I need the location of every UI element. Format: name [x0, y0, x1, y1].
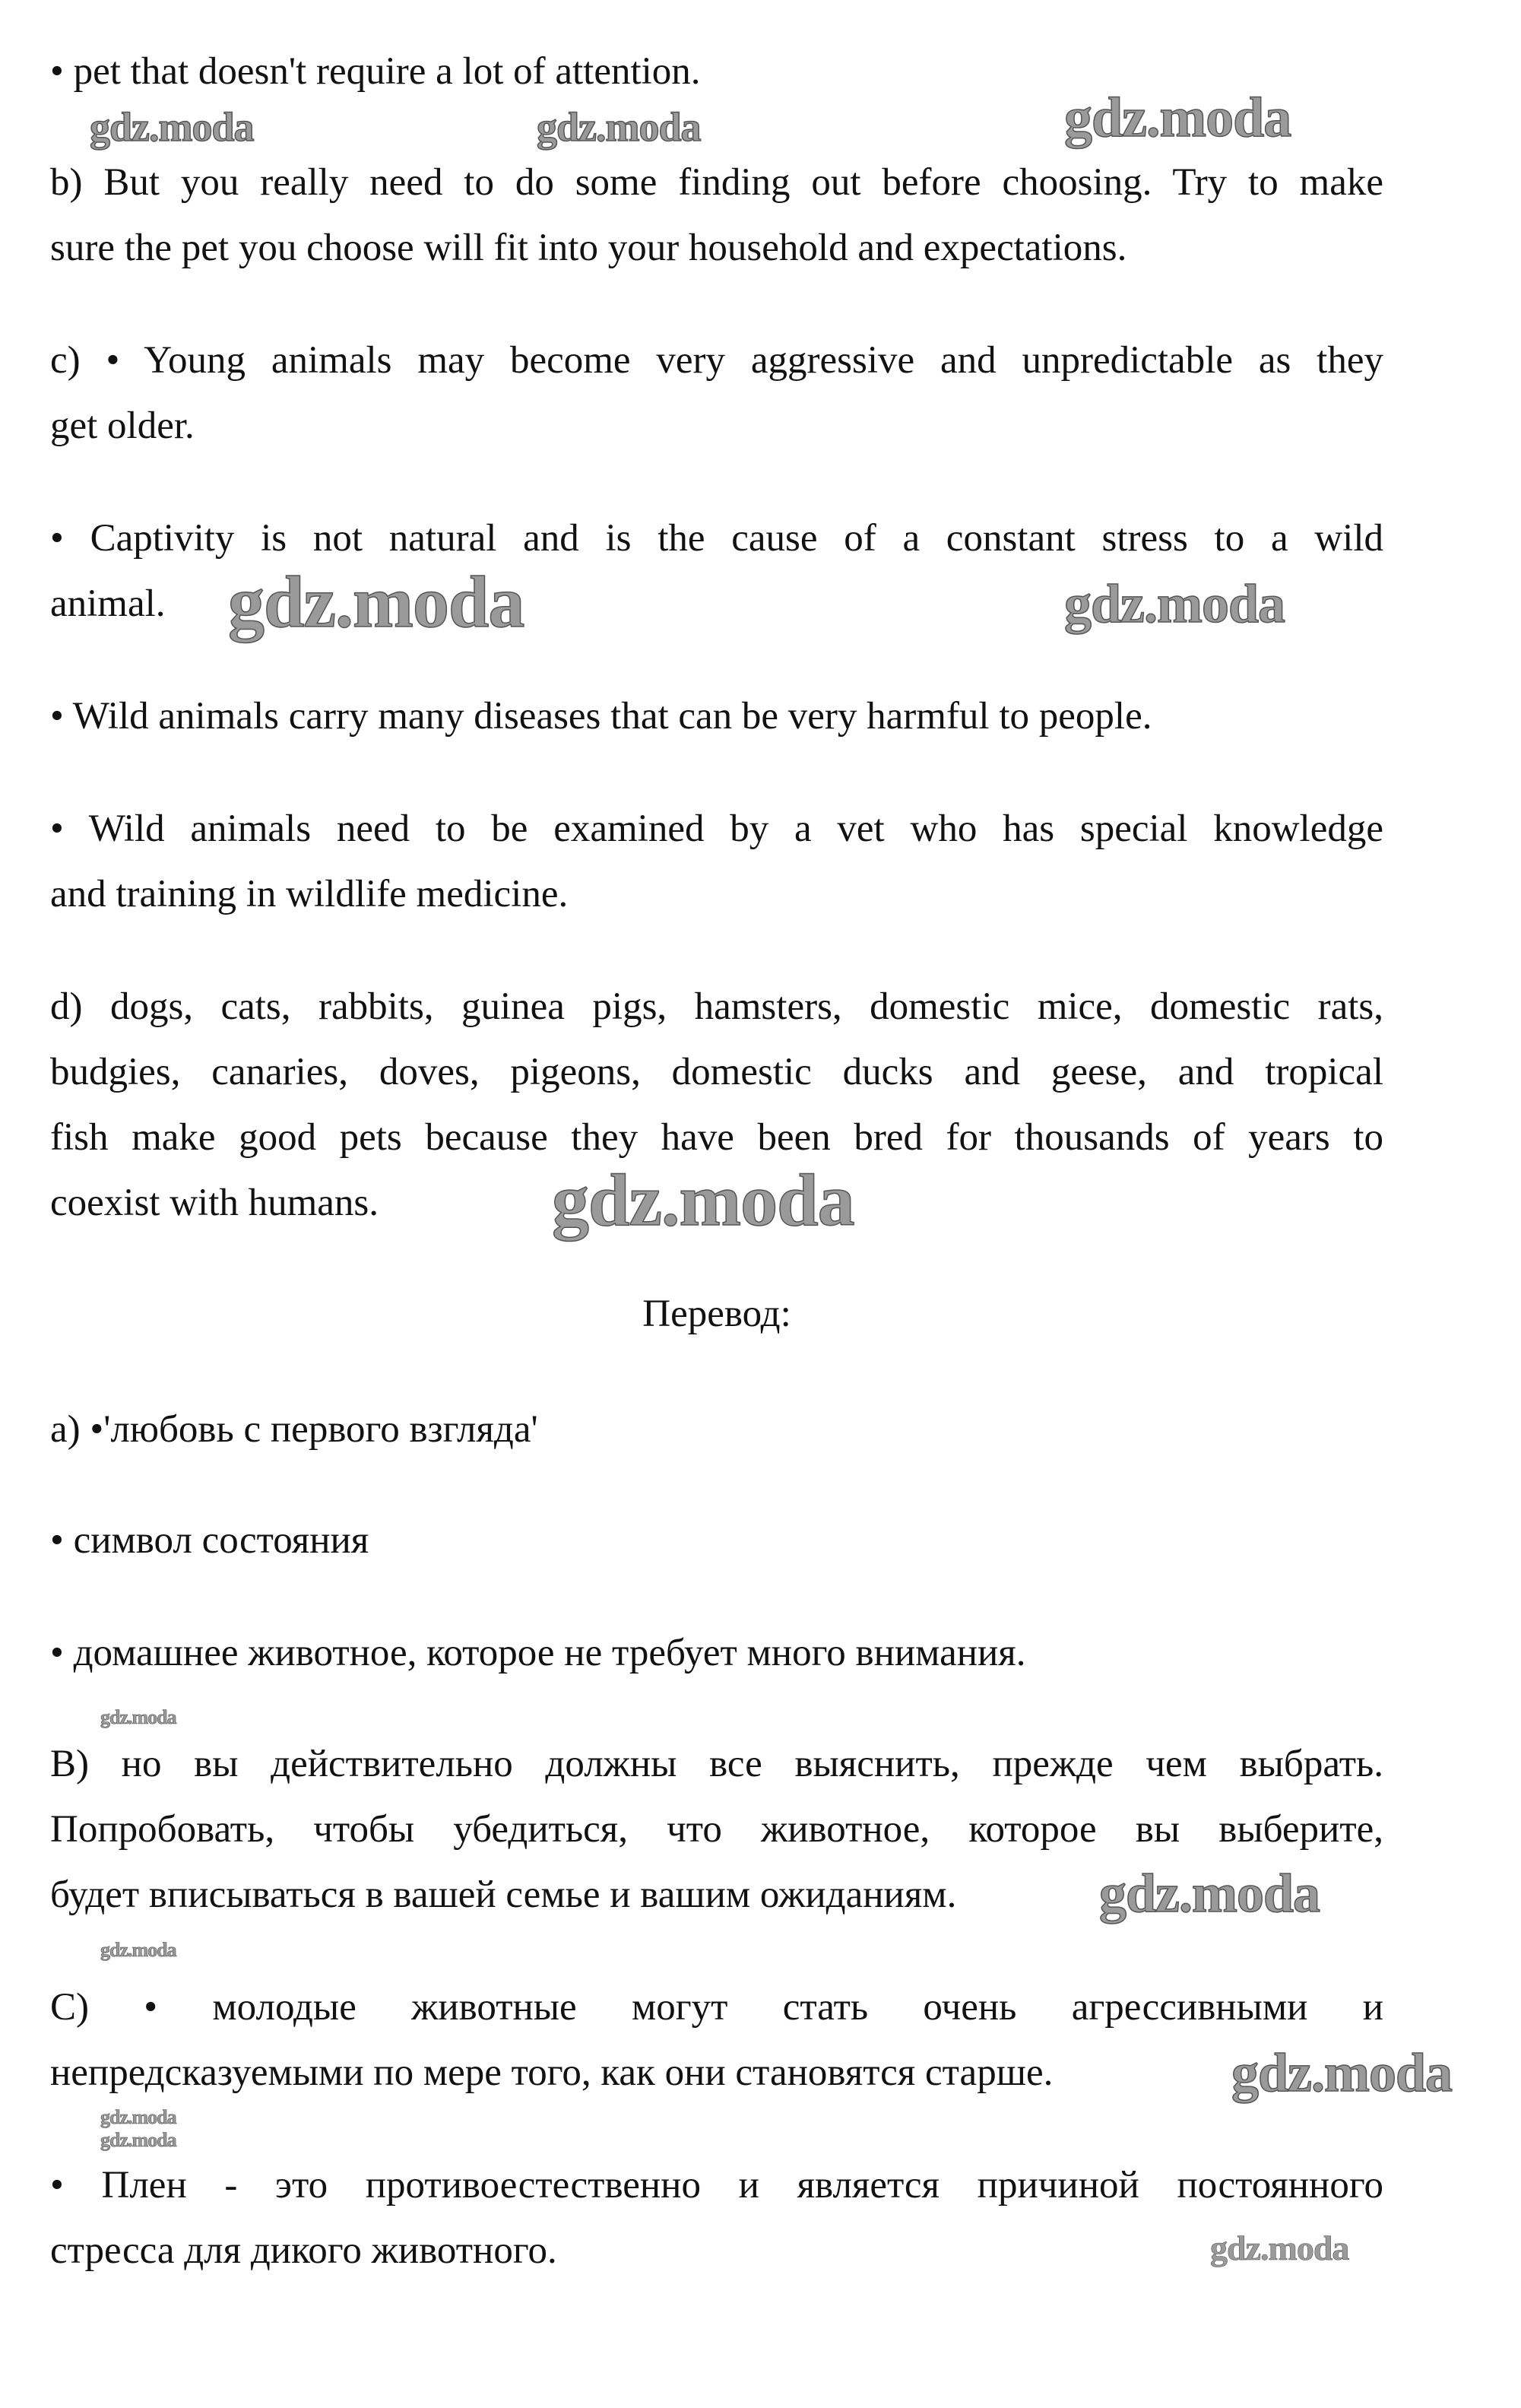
watermark: gdz.moda — [1064, 87, 1291, 149]
paragraph-diseases — [50, 684, 1383, 749]
text-line: c) • Young animals may become very aggressive and unpredictable as they — [50, 339, 1383, 382]
watermark: gdz.moda — [1231, 2042, 1453, 2103]
watermark: gdz.moda — [228, 561, 524, 642]
paragraph-b — [50, 150, 1383, 281]
text-line: sure the pet you choose will fit into your household and expectations. — [50, 227, 1127, 269]
text-line: coexist with humans. — [50, 1182, 379, 1224]
watermark: gdz.moda — [1099, 1863, 1320, 1924]
text-line: fish make good pets because they have been bred for thousands of years to — [50, 1116, 1383, 1159]
text-line: • Wild animals need to be examined by a vet who has special knowledge — [50, 807, 1383, 850]
text-line: Попробовать, чтобы убедиться, что животное, которое вы выберите, — [50, 1808, 1383, 1851]
text-line: а) •'любовь с первого взгляда' — [50, 1408, 538, 1451]
text-line: budgies, canaries, doves, pigeons, domestic ducks and geese, and tropical — [50, 1051, 1383, 1093]
paragraph-ru-c — [50, 1975, 1383, 2105]
text-line: and training in wildlife medicine. — [50, 873, 569, 915]
paragraph-c — [50, 328, 1383, 458]
text-line: непредсказуемыми по мере того, как они становятся старше. — [50, 2051, 1054, 2094]
watermark: gdz.moda — [1064, 573, 1285, 634]
text-line: get older. — [50, 405, 195, 447]
text-line: • Wild animals carry many diseases that can be very harmful to people. — [50, 695, 1152, 738]
watermark: gdz.moda — [537, 104, 701, 150]
text-line: • Плен - это противоестественно и является причиной постоянного — [50, 2164, 1383, 2207]
text-line: В) но вы действительно должны все выяснить, прежде чем выбрать. — [50, 1743, 1383, 1785]
paragraph-vet — [50, 796, 1383, 927]
watermark: gdz.moda — [1210, 2229, 1349, 2267]
paragraph-ru-status — [50, 1508, 1383, 1573]
translation-heading — [50, 1281, 1383, 1347]
text-line: b) But you really need to do some finding out before choosing. Try to make — [50, 161, 1383, 204]
text-line: стресса для дикого животного. — [50, 2229, 557, 2272]
text-line: С) • молодые животные могут стать очень агрессивными и — [50, 1986, 1383, 2029]
watermark: gdz.moda — [552, 1160, 854, 1242]
paragraph-ru-attention — [50, 1620, 1383, 1686]
text-line: будет вписываться в вашей семье и вашим ожиданиям. — [50, 1873, 957, 1916]
watermark: gdz.moda — [100, 1939, 176, 1961]
watermark: gdz.moda — [90, 104, 254, 150]
watermark: gdz.moda — [100, 1706, 176, 1728]
text-line: • домашнее животное, которое не требует много внимания. — [50, 1632, 1026, 1674]
paragraph-ru-a — [50, 1397, 1383, 1462]
heading-text: Перевод: — [642, 1293, 791, 1335]
text-line: animal. — [50, 582, 166, 625]
text-line: • pet that doesn't require a lot of attention. — [50, 50, 701, 93]
paragraph-ru-captivity — [50, 2153, 1383, 2283]
text-line: • Captivity is not natural and is the cause of a constant stress to a wild — [50, 517, 1383, 560]
text-line: • символ состояния — [50, 1519, 369, 1562]
watermark: gdz.moda — [100, 2106, 176, 2128]
text-line: d) dogs, cats, rabbits, guinea pigs, hamsters, domestic mice, domestic rats, — [50, 985, 1383, 1028]
watermark: gdz.moda — [100, 2129, 176, 2151]
